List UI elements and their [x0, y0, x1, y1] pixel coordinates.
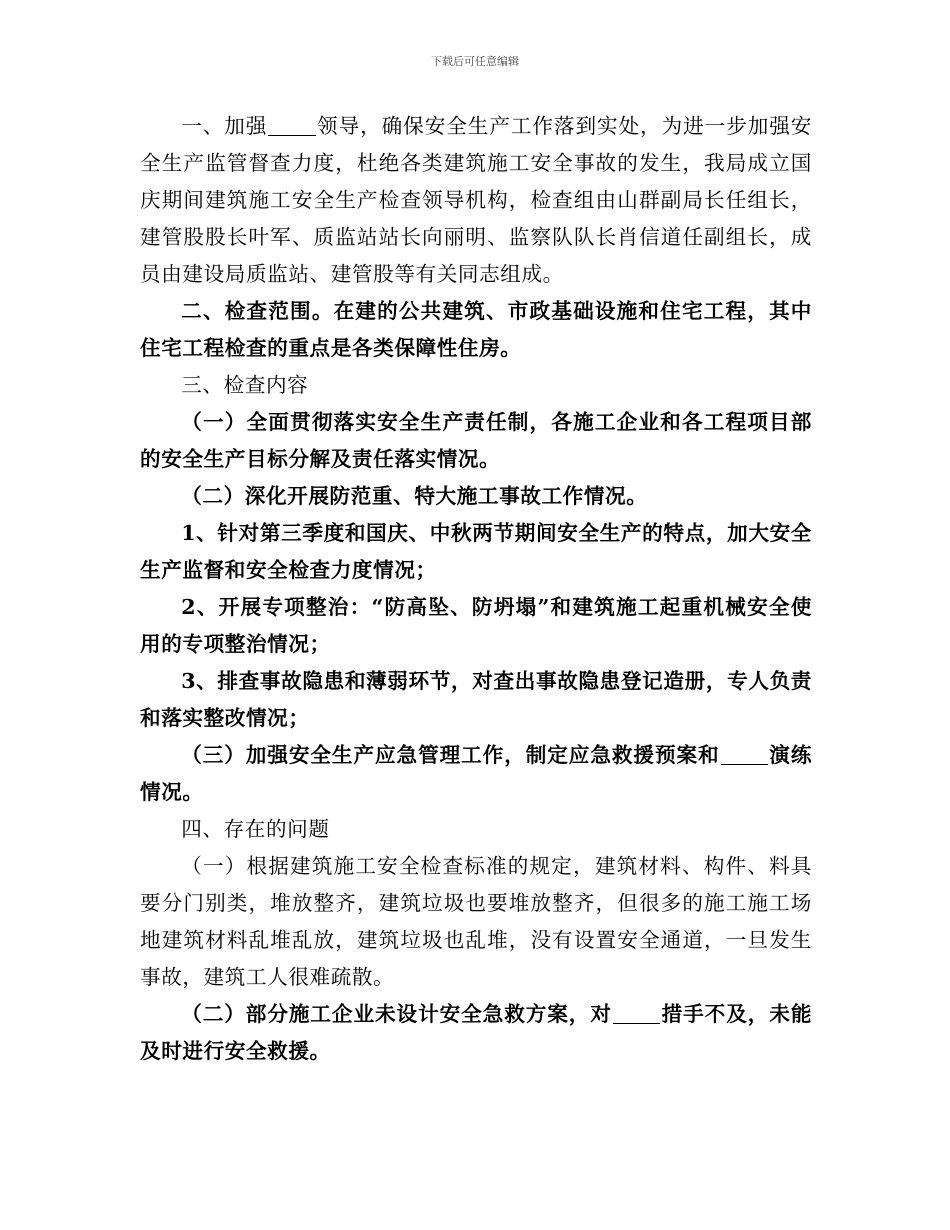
- fill-blank: [721, 743, 768, 765]
- paragraph-subitem-3: 3、排查事故隐患和薄弱环节，对查出事故隐患登记造册，专人负责和落实整改情况；: [140, 669, 812, 730]
- heading-content: 三、检查内容: [181, 373, 309, 397]
- paragraph-item-2: （二）深化开展防范重、特大施工事故工作情况。: [181, 484, 648, 508]
- paragraph-text: （二）部分施工企业未设计安全急救方案，对: [181, 1002, 612, 1026]
- heading-problems: 四、存在的问题: [181, 817, 330, 841]
- paragraph-item-1: （一）全面贯彻落实安全生产责任制，各施工企业和各工程项目部的安全生产目标分解及责任落实情况。: [140, 410, 812, 471]
- fill-blank: [613, 1002, 660, 1024]
- paragraph-problem-1: （一）根据建筑施工安全检查标准的规定，建筑材料、构件、料具要分门别类，堆放整齐，建筑垃圾也要堆放整齐，但很多的施工施工场地建筑材料乱堆乱放，建筑垃圾也乱堆，没有设置安全通道，一旦发生事故，建筑工人很难疏散。: [140, 854, 812, 989]
- paragraph-subitem-2: 2、开展专项整治：“防高坠、防坍塌”和建筑施工起重机械安全使用的专项整治情况；: [140, 595, 812, 656]
- paragraph-subitem-1: 1、针对第三季度和国庆、中秋两节期间安全生产的特点，加大安全生产监督和安全检查力度情况；: [140, 521, 812, 582]
- fill-blank: [268, 114, 315, 136]
- paragraph-text: 一、加强: [181, 114, 268, 138]
- paragraph-scope: 二、检查范围。在建的公共建筑、市政基础设施和住宅工程，其中住宅工程检查的重点是各类保障性住房。: [140, 299, 812, 360]
- document-body: [140, 108, 812, 1070]
- paragraph-text: （三）加强安全生产应急管理工作，制定应急救援预案和: [181, 743, 720, 767]
- paragraph-item-3: [140, 737, 812, 811]
- page-header: 下载后可任意编辑: [431, 55, 519, 68]
- paragraph-text: 演练情况。: [140, 743, 813, 804]
- paragraph-text: 领导，确保安全生产工作落到实处，为进一步加强安全生产监管督查力度，杜绝各类建筑施工安全事故的发生，我局成立国庆期间建筑施工安全生产检查领导机构，检查组由山群副局长任组长，建管股股长叶军、质监站站长向丽明、监察队队长肖信道任副组长，成员由建设局质监站、建管股等有关同志组成。: [140, 114, 812, 286]
- paragraph-problem-2: [140, 996, 812, 1070]
- paragraph-leadership: [140, 108, 812, 293]
- paragraph-text: 措手不及，未能及时进行安全救援。: [140, 1002, 813, 1063]
